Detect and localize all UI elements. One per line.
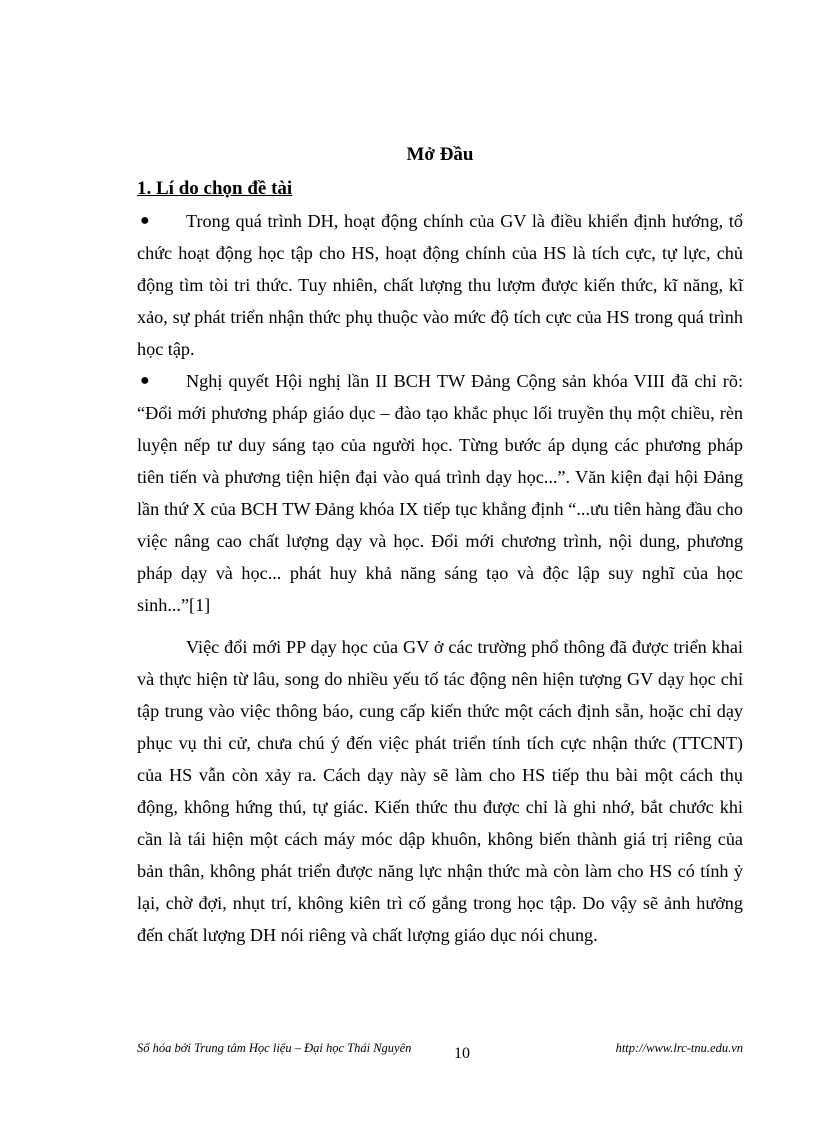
bullet-text-2: Nghị quyết Hội nghị lần II BCH TW Đảng Cộng sản khóa VIII đã chỉ rõ: “Đổi mới phương pháp giáo dục – đào tạo khắc phục lối truyền thụ một chiều, rèn luyện nếp tư duy sáng tạo của người học. Từng bước áp dụng các phương pháp tiên tiến và phương tiện hiện đại vào quá trình dạy học...”. Văn kiện đại hội Đảng lần thứ X của BCH TW Đảng khóa IX tiếp tục khẳng định “...ưu tiên hàng đầu cho việc nâng cao chất lượng dạy và học. Đổi mới chương trình, nội dung, phương pháp dạy và học... phát huy khả năng sáng tạo và độc lập suy nghĩ của học sinh...”[1] [137, 371, 743, 615]
page-title: Mở Đầu [406, 144, 474, 165]
body-paragraph: Việc đổi mới PP dạy học của GV ở các trường phổ thông đã được triển khai và thực hiện từ lâu, song do nhiều yếu tố tác động nên hiện tượng GV dạy học chỉ tập trung vào việc thông báo, cung cấp kiến thức một cách định sẵn, hoặc chỉ dạy phục vụ thi cử, chưa chú ý đến việc phát triển tính tích cực nhận thức (TTCNT) của HS vẫn còn xảy ra. Cách dạy này sẽ làm cho HS tiếp thu bài một cách thụ động, không hứng thú, tự giác. Kiến thức thu được chỉ là ghi nhớ, bắt chước khi cần là tái hiện một cách máy móc dập khuôn, không biến thành giá trị riêng của bản thân, không phát triển được năng lực nhận thức mà còn làm cho HS có tính ỷ lại, chờ đợi, nhụt trí, không kiên trì cố gắng trong học tập. Do vậy sẽ ảnh hưởng đến chất lượng DH nói riêng và chất lượng giáo dục nói chung. [137, 637, 743, 945]
bullet-text-1: Trong quá trình DH, hoạt động chính của GV là điều khiển định hướng, tổ chức hoạt động học tập cho HS, hoạt động chính của HS là tích cực, tự lực, chủ động tìm tòi tri thức. Tuy nhiên, chất lượng thu lượm được kiến thức, kĩ năng, kĩ xảo, sự phát triển nhận thức phụ thuộc vào mức độ tích cực của HS trong quá trình học tập. [137, 211, 743, 359]
bullet-paragraph-1 [137, 205, 743, 365]
page-number: 10 [454, 1045, 470, 1062]
page-content [137, 143, 743, 951]
section-heading: 1. Lí do chọn đề tài [137, 178, 293, 199]
footer-url: http://www.lrc-tnu.edu.vn [615, 1041, 743, 1055]
bullet-icon: ● [140, 212, 150, 229]
footer-source-text: Số hóa bởi Trung tâm Học liệu – Đại học Thái Nguyên [137, 1041, 412, 1055]
bullet-paragraph-2 [137, 365, 743, 621]
page-footer [137, 1040, 743, 1070]
bullet-icon: ● [140, 372, 150, 389]
